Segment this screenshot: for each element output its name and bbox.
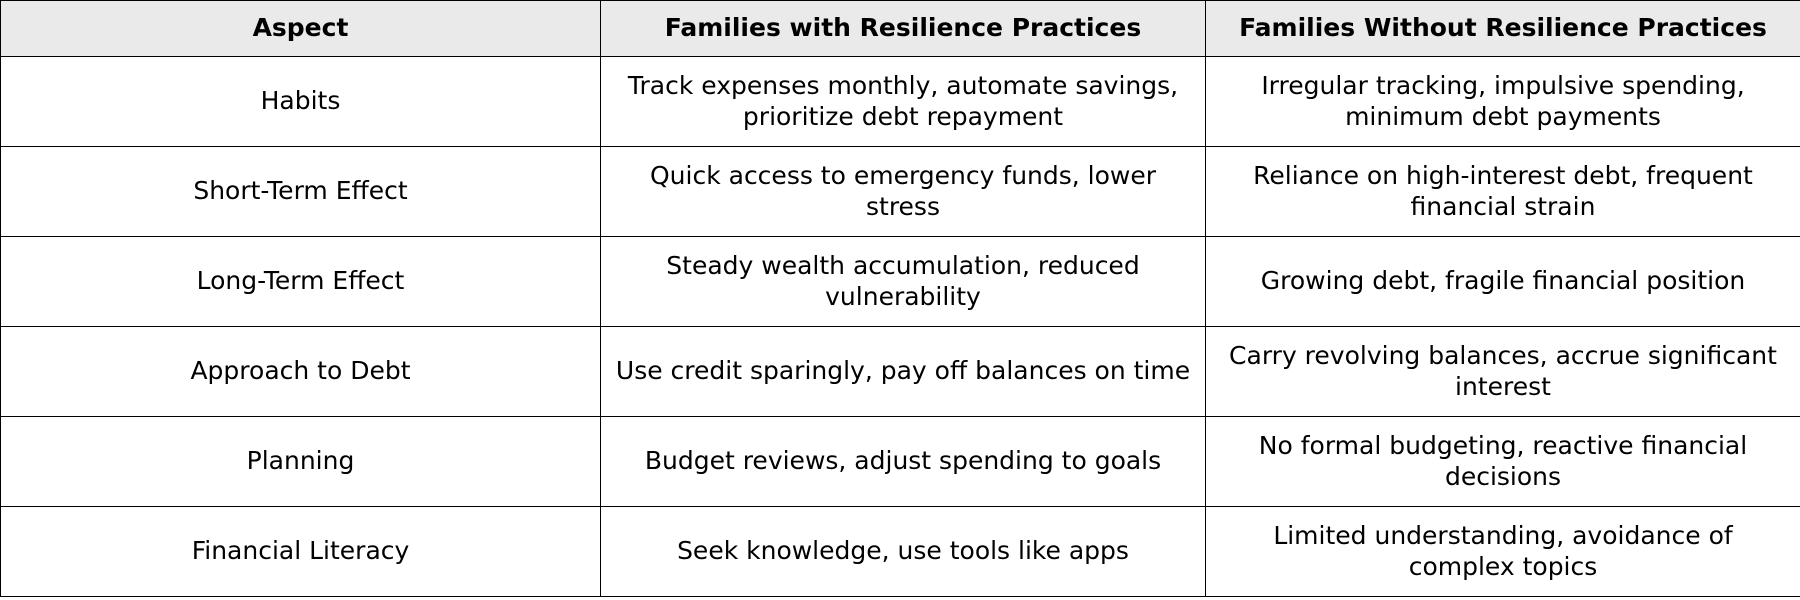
cell-with-resilience: Track expenses monthly, automate savings, prioritize debt repayment <box>601 57 1206 147</box>
cell-aspect: Approach to Debt <box>1 327 601 417</box>
table-header-row <box>1 1 1800 57</box>
cell-without-resilience: Carry revolving balances, accrue significant interest <box>1206 327 1800 417</box>
cell-with-resilience: Budget reviews, adjust spending to goals <box>601 417 1206 507</box>
cell-with-resilience: Steady wealth accumulation, reduced vulnerability <box>601 237 1206 327</box>
cell-without-resilience: Limited understanding, avoidance of complex topics <box>1206 507 1800 597</box>
table-row <box>1 507 1800 597</box>
cell-with-resilience: Seek knowledge, use tools like apps <box>601 507 1206 597</box>
cell-without-resilience: Irregular tracking, impulsive spending, minimum debt payments <box>1206 57 1800 147</box>
table-row <box>1 57 1800 147</box>
table-body <box>1 57 1800 597</box>
column-header-with-resilience: Families with Resilience Practices <box>601 1 1206 57</box>
table-row <box>1 417 1800 507</box>
table-row <box>1 237 1800 327</box>
column-header-without-resilience: Families Without Resilience Practices <box>1206 1 1800 57</box>
cell-without-resilience: Growing debt, fragile financial position <box>1206 237 1800 327</box>
cell-aspect: Short-Term Effect <box>1 147 601 237</box>
cell-with-resilience: Quick access to emergency funds, lower stress <box>601 147 1206 237</box>
table-row <box>1 147 1800 237</box>
cell-aspect: Long-Term Effect <box>1 237 601 327</box>
column-header-aspect: Aspect <box>1 1 601 57</box>
cell-without-resilience: Reliance on high-interest debt, frequent financial strain <box>1206 147 1800 237</box>
cell-without-resilience: No formal budgeting, reactive financial decisions <box>1206 417 1800 507</box>
cell-aspect: Financial Literacy <box>1 507 601 597</box>
table-row <box>1 327 1800 417</box>
cell-with-resilience: Use credit sparingly, pay off balances on time <box>601 327 1206 417</box>
table-header <box>1 1 1800 57</box>
cell-aspect: Habits <box>1 57 601 147</box>
cell-aspect: Planning <box>1 417 601 507</box>
